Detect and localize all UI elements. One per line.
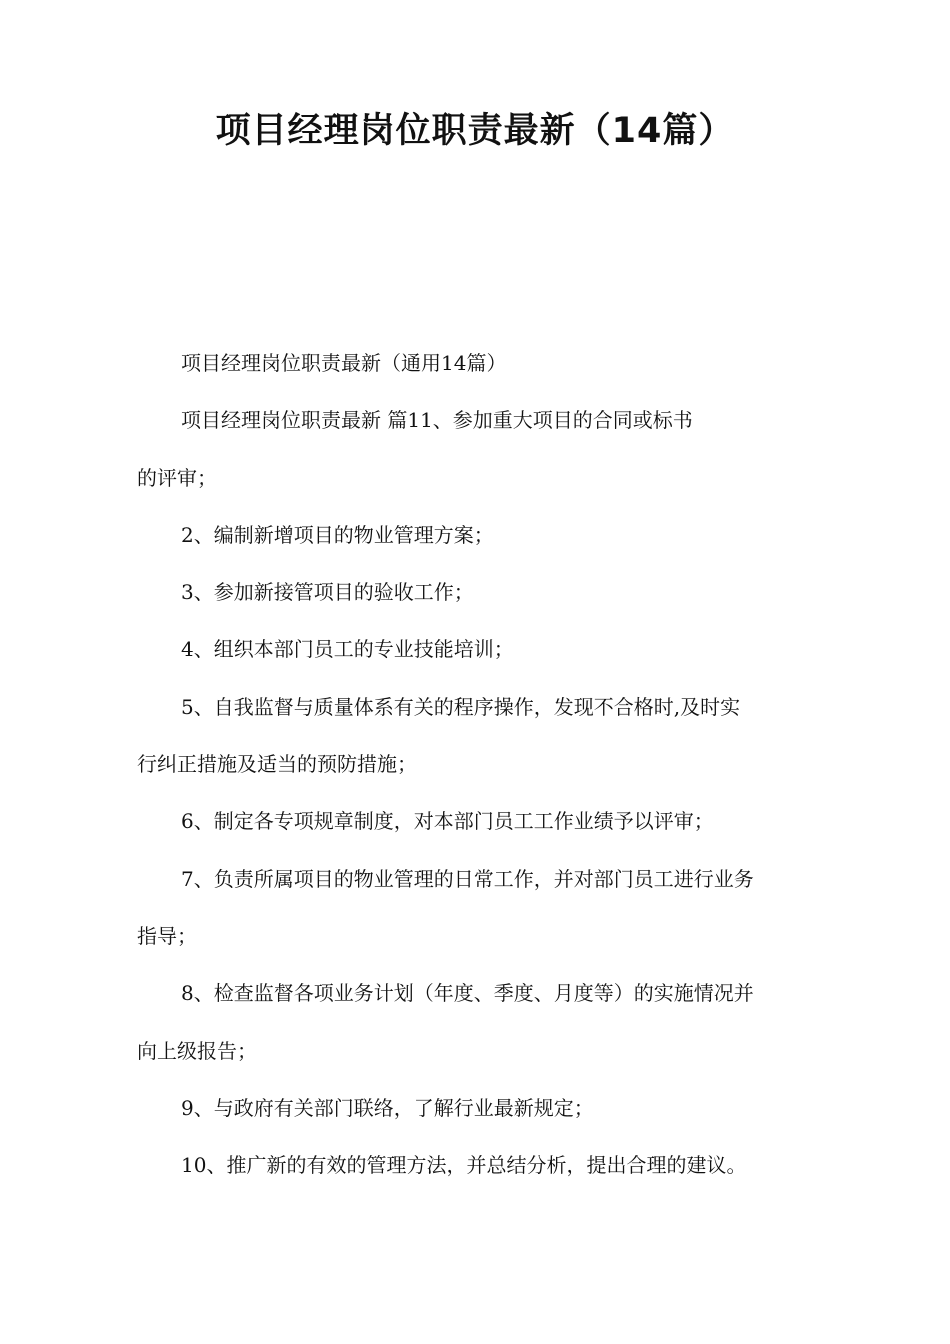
paragraph-line: 7、负责所属项目的物业管理的日常工作，并对部门员工进行业务: [181, 866, 754, 891]
paragraph-item-1: [137, 392, 837, 507]
paragraph-item-9: [137, 1080, 837, 1137]
paragraph-item-2: [137, 507, 837, 564]
paragraph-line: 项目经理岗位职责最新（通用14篇）: [181, 351, 507, 375]
paragraph-item-5: [137, 679, 837, 794]
paragraph-line-continued: 指导；: [137, 923, 197, 948]
paragraph-line-continued: 向上级报告；: [137, 1038, 257, 1063]
paragraph-line: 9、与政府有关部门联络，了解行业最新规定；: [181, 1095, 594, 1120]
paragraph-item-4: [137, 621, 837, 678]
paragraph-item-10: [137, 1137, 837, 1194]
paragraph-line-continued: 行纠正措施及适当的预防措施；: [137, 752, 417, 777]
document-body: [137, 335, 837, 1194]
paragraph-line: 4、组织本部门员工的专业技能培训；: [181, 637, 514, 662]
paragraph-item-8: [137, 965, 837, 1080]
paragraph-line: 6、制定各专项规章制度，对本部门员工工作业绩予以评审；: [181, 809, 714, 834]
paragraph-intro: [137, 335, 837, 392]
paragraph-line: 2、编制新增项目的物业管理方案；: [181, 522, 494, 547]
paragraph-line: 3、参加新接管项目的验收工作；: [181, 580, 474, 605]
paragraph-line: 10、推广新的有效的管理方法，并总结分析，提出合理的建议。: [181, 1153, 747, 1178]
paragraph-item-7: [137, 851, 837, 966]
paragraph-item-6: [137, 793, 837, 850]
paragraph-item-3: [137, 564, 837, 621]
paragraph-line: 8、检查监督各项业务计划（年度、季度、月度等）的实施情况并: [181, 981, 754, 1006]
paragraph-line-continued: 的评审；: [137, 465, 217, 490]
document-title: 项目经理岗位职责最新（14篇）: [215, 111, 735, 151]
paragraph-line: 项目经理岗位职责最新 篇11、参加重大项目的合同或标书: [181, 408, 693, 433]
paragraph-line: 5、自我监督与质量体系有关的程序操作，发现不合格时,及时实: [181, 694, 741, 719]
